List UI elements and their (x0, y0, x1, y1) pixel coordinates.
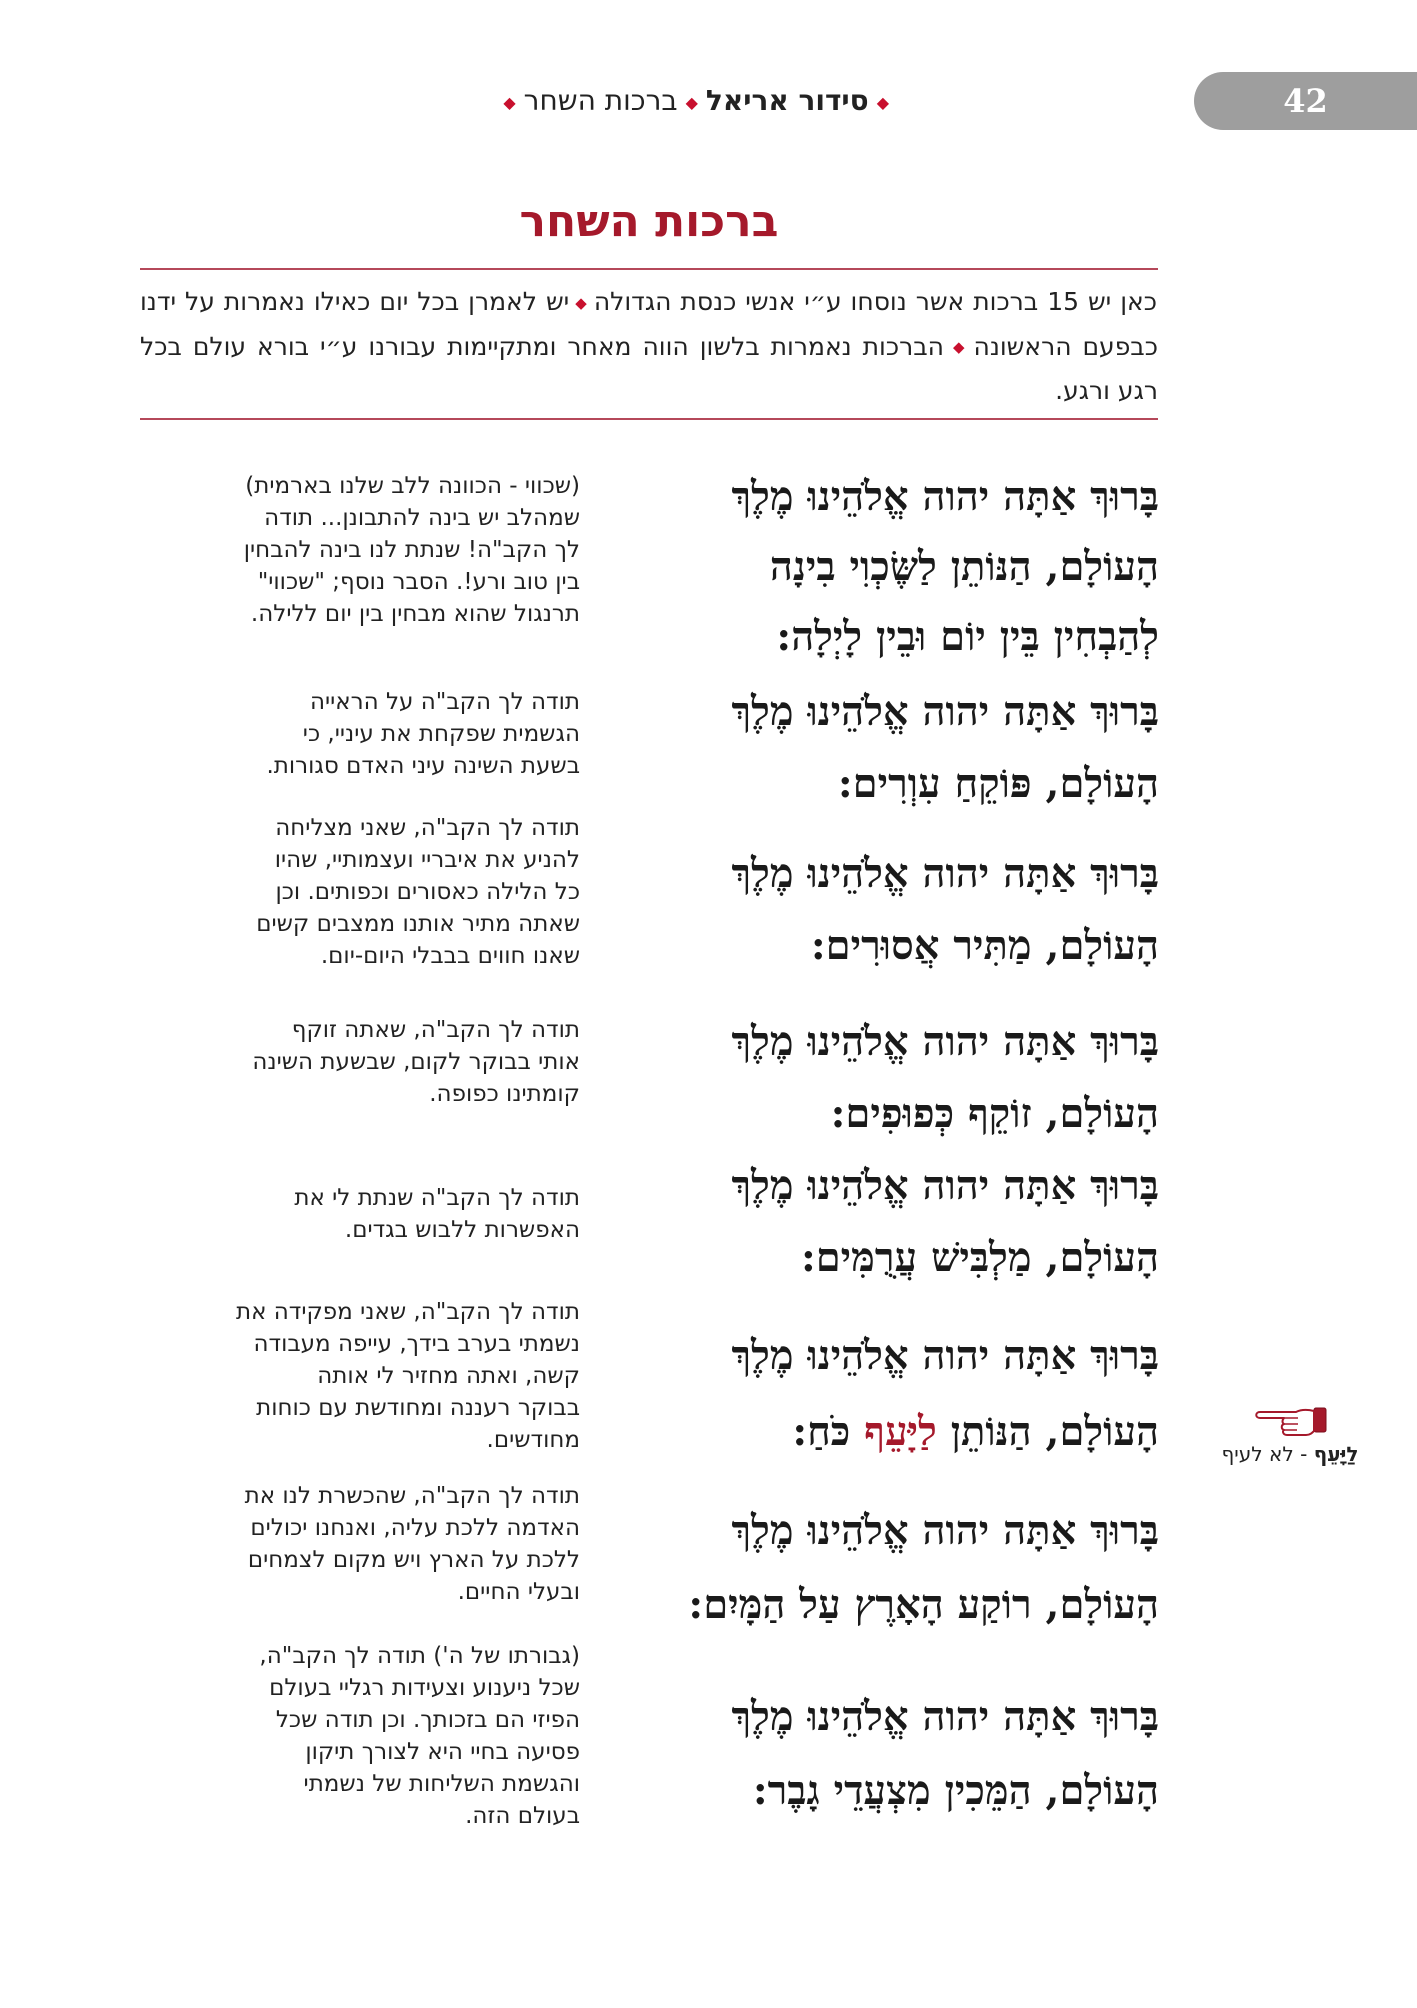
note-line: הפיזי הם בזכותך. וכן תודה שכל (275, 1707, 580, 1733)
blessing-line: הָעוֹלָם, הַנּוֹתֵן לַשֶּׂכְוִי בִינָה (769, 543, 1159, 590)
blessing-4 (539, 1006, 1159, 1150)
note-line: והגשמת השליחות של נשמתי (303, 1771, 580, 1797)
blessing-line: בָּרוּךְ אַתָּה יהוה אֱלֹהֵינוּ מֶלֶךְ (731, 1693, 1159, 1740)
page-title: ברכות השחר (519, 196, 779, 247)
bullet-icon: ◆ (949, 338, 968, 356)
blessing-line: הָעוֹלָם, זוֹקֵף כְּפוּפִים: (830, 1090, 1159, 1137)
commentary-note-1 (132, 470, 580, 630)
blessing-line: הָעוֹלָם, מַלְבִּישׁ עֲרֻמִּים: (800, 1234, 1159, 1281)
note-line: תודה לך הקב"ה, שאני מפקידה את (235, 1299, 580, 1325)
note-line: ובעלי החיים. (457, 1579, 580, 1605)
intro-part-1: כאן יש 15 ברכות אשר נוסחו ע״י אנשי כנסת הגדולה (593, 287, 1157, 316)
note-line: תודה לך הקב"ה, שהכשרת לנו את (244, 1483, 580, 1509)
note-line: ללכת על הארץ ויש מקום לצמחים (247, 1547, 580, 1573)
note-line: האדמה ללכת עליה, ואנחנו יכולים (250, 1515, 580, 1541)
note-line: נשמתי בערב בידך, עייפה מעבודה (253, 1331, 580, 1357)
note-line: תודה לך הקב"ה על הראייה (309, 689, 580, 715)
margin-note-explanation: לא לעיף (1221, 1442, 1294, 1466)
blessing-text: הָעוֹלָם, הַנּוֹתֵן (950, 1408, 1159, 1455)
page-number: 42 (1283, 82, 1328, 120)
note-line: בעולם הזה. (465, 1803, 580, 1829)
margin-note-text (1180, 1442, 1400, 1466)
commentary-note-2 (132, 686, 580, 782)
note-line: פסיעה בחיי היא לצורך תיקון (305, 1739, 580, 1765)
blessing-3 (539, 838, 1159, 982)
note-line: קשה, ואתה מחזיר לי אותה (317, 1363, 580, 1389)
margin-note-term: לַיָּעֵף (1313, 1442, 1359, 1466)
blessing-6 (539, 1318, 1159, 1470)
blessing-line (539, 1394, 1159, 1470)
blessing-1 (539, 462, 1159, 672)
bullet-icon: ◆ (685, 92, 698, 112)
commentary-note-4 (132, 1014, 580, 1110)
note-line: הגשמית שפקחת את עיניי, כי (302, 721, 580, 747)
note-line: כל הלילה כאסורים וכפותים. וכן (275, 879, 580, 905)
commentary-note-6 (132, 1296, 580, 1456)
section-title: ברכות השחר (523, 84, 678, 117)
margin-note-separator: - (1293, 1442, 1314, 1466)
blessing-line: בָּרוּךְ אַתָּה יהוה אֱלֹהֵינוּ מֶלֶךְ (731, 1018, 1159, 1065)
blessing-line: בָּרוּךְ אַתָּה יהוה אֱלֹהֵינוּ מֶלֶךְ (731, 1162, 1159, 1209)
note-line: שמהלב יש בינה להתבונן... תודה (264, 505, 580, 531)
blessing-line: בָּרוּךְ אַתָּה יהוה אֱלֹהֵינוּ מֶלֶךְ (731, 1332, 1159, 1379)
note-line: לך הקב"ה! שנתת לנו בינה להבחין (243, 537, 580, 563)
note-line: (גבורתו של ה') תודה לך הקב"ה, (259, 1643, 580, 1669)
page-number-tab (1194, 72, 1417, 130)
note-line: תרנגול שהוא מבחין בין יום ללילה. (250, 601, 580, 627)
note-line: בין טוב ורע!. הסבר נוסף; "שכווי" (257, 569, 580, 595)
blessing-line: בָּרוּךְ אַתָּה יהוה אֱלֹהֵינוּ מֶלֶךְ (731, 1507, 1159, 1554)
note-line: להניע את איבריי ועצמותיי, שהיו (274, 847, 580, 873)
commentary-note-3 (132, 812, 580, 972)
blessing-line: הָעוֹלָם, הַמֵּכִין מִצְעֲדֵי גָבֶר: (752, 1767, 1159, 1814)
highlighted-word: לַיָּעֵף (864, 1408, 937, 1455)
note-line: שכל ניענוע וצעידות רגליי בעולם (269, 1675, 580, 1701)
blessing-text: כֹּחַ: (792, 1408, 851, 1455)
running-header (397, 84, 897, 117)
note-line: תודה לך הקב"ה, שאתה זוקף (291, 1017, 580, 1043)
blessing-line: בָּרוּךְ אַתָּה יהוה אֱלֹהֵינוּ מֶלֶךְ (731, 473, 1159, 520)
bullet-icon: ◆ (503, 92, 516, 112)
blessing-line: הָעוֹלָם, מַתִּיר אֲסוּרִים: (810, 922, 1159, 969)
blessing-line: בָּרוּךְ אַתָּה יהוה אֱלֹהֵינוּ מֶלֶךְ (731, 688, 1159, 735)
blessing-8 (539, 1680, 1159, 1828)
note-line: (שכווי - הכוונה ללב שלנו בארמית) (245, 473, 580, 499)
blessing-line: הָעוֹלָם, רוֹקַע הָאָרֶץ עַל הַמָּיִם: (688, 1581, 1159, 1628)
pointing-hand-icon (1250, 1402, 1330, 1438)
bullet-icon: ◆ (876, 92, 889, 112)
margin-note (1180, 1402, 1400, 1466)
blessing-2 (539, 676, 1159, 820)
blessing-7 (539, 1494, 1159, 1642)
note-line: שאנו חווים בבבלי היום-יום. (320, 943, 580, 969)
intro-part-2: יש לאמרן בכל יום כאילו נאמרות על ידנו כבפעם הראשונה (140, 287, 1158, 361)
commentary-note-5 (132, 1182, 580, 1246)
note-line: תודה לך הקב"ה, שאני מצליחה (275, 815, 580, 841)
intro-paragraph (140, 280, 1158, 412)
bullet-icon: ◆ (575, 293, 588, 312)
note-line: אותי בבוקר לקום, שבשעת השינה (252, 1049, 580, 1075)
blessing-line: לְהַבְחִין בֵּין יוֹם וּבֵין לָיְלָה: (776, 613, 1159, 660)
note-line: בשעת השינה עיני האדם סגורות. (266, 753, 580, 779)
note-line: בבוקר רעננה ומחודשת עם כוחות (256, 1395, 580, 1421)
blessing-line: בָּרוּךְ אַתָּה יהוה אֱלֹהֵינוּ מֶלֶךְ (731, 850, 1159, 897)
note-line: האפשרות ללבוש בגדים. (344, 1217, 580, 1243)
intro-part-3: הברכות נאמרות בלשון הווה מאחר ומתקיימות עבורנו ע״י בורא עולם בכל רגע ורגע. (140, 331, 1158, 405)
note-line: שאתה מתיר אותנו ממצבים קשים (256, 911, 580, 937)
book-title: סידור אריאל (705, 84, 869, 117)
commentary-note-7 (132, 1480, 580, 1608)
note-line: תודה לך הקב"ה שנתת לי את (294, 1185, 580, 1211)
blessing-5 (539, 1150, 1159, 1294)
commentary-note-8 (132, 1640, 580, 1832)
note-line: מחודשים. (486, 1427, 580, 1453)
divider (140, 268, 1158, 270)
blessing-line: הָעוֹלָם, פּוֹקֵחַ עִוְרִים: (837, 760, 1159, 807)
note-line: קומתינו כפופה. (429, 1081, 580, 1107)
divider (140, 418, 1158, 420)
